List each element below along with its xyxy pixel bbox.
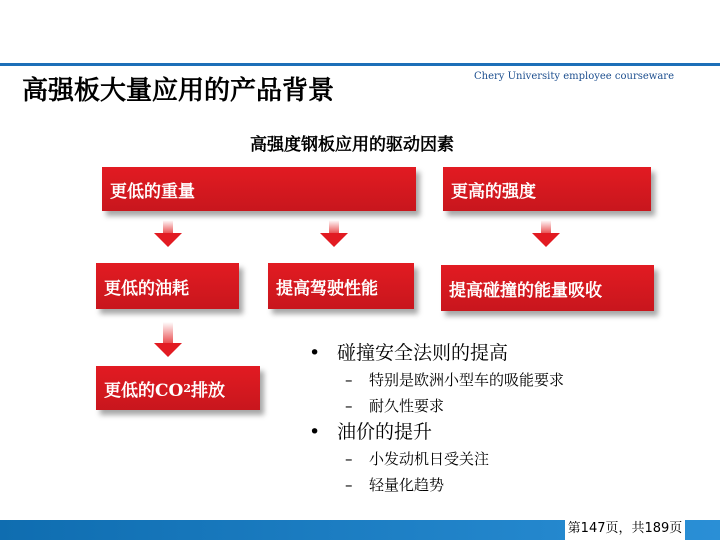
header-rule [0, 63, 720, 66]
bullet-list [305, 340, 564, 498]
sub-bullet-item: – 轻量化趋势 [305, 472, 564, 498]
box-higher-strength [443, 167, 651, 211]
bullet-item: • 碰撞安全法则的提高 [305, 340, 564, 367]
box-lower-weight [102, 167, 416, 211]
sub-bullet-item: – 小发动机日受关注 [305, 446, 564, 472]
box-label: 更低的CO [104, 380, 184, 401]
box-label: 提高驾驶性能 [276, 278, 378, 299]
bullet-item: • 油价的提升 [305, 419, 564, 446]
co2-subscript: 2 [183, 381, 191, 395]
box-label: 更高的强度 [451, 181, 536, 202]
courseware-note: Chery University employee courseware [474, 71, 675, 82]
box-lower-co2 [96, 366, 260, 410]
box-driving-performance [268, 263, 414, 309]
box-label: 更低的重量 [110, 181, 195, 202]
box-lower-fuel [96, 263, 239, 309]
page-title: 高强板大量应用的产品背景 [22, 76, 335, 106]
box-label: 提高碰撞的能量吸收 [449, 280, 602, 301]
page-indicator: 第147页，共189页 [565, 518, 685, 540]
box-label-suffix: 排放 [191, 380, 225, 401]
box-label: 更低的油耗 [104, 278, 189, 299]
box-crash-energy [441, 265, 654, 311]
sub-bullet-item: – 耐久性要求 [305, 393, 564, 419]
diagram-title: 高强度钢板应用的驱动因素 [250, 135, 454, 155]
sub-bullet-item: – 特别是欧洲小型车的吸能要求 [305, 367, 564, 393]
